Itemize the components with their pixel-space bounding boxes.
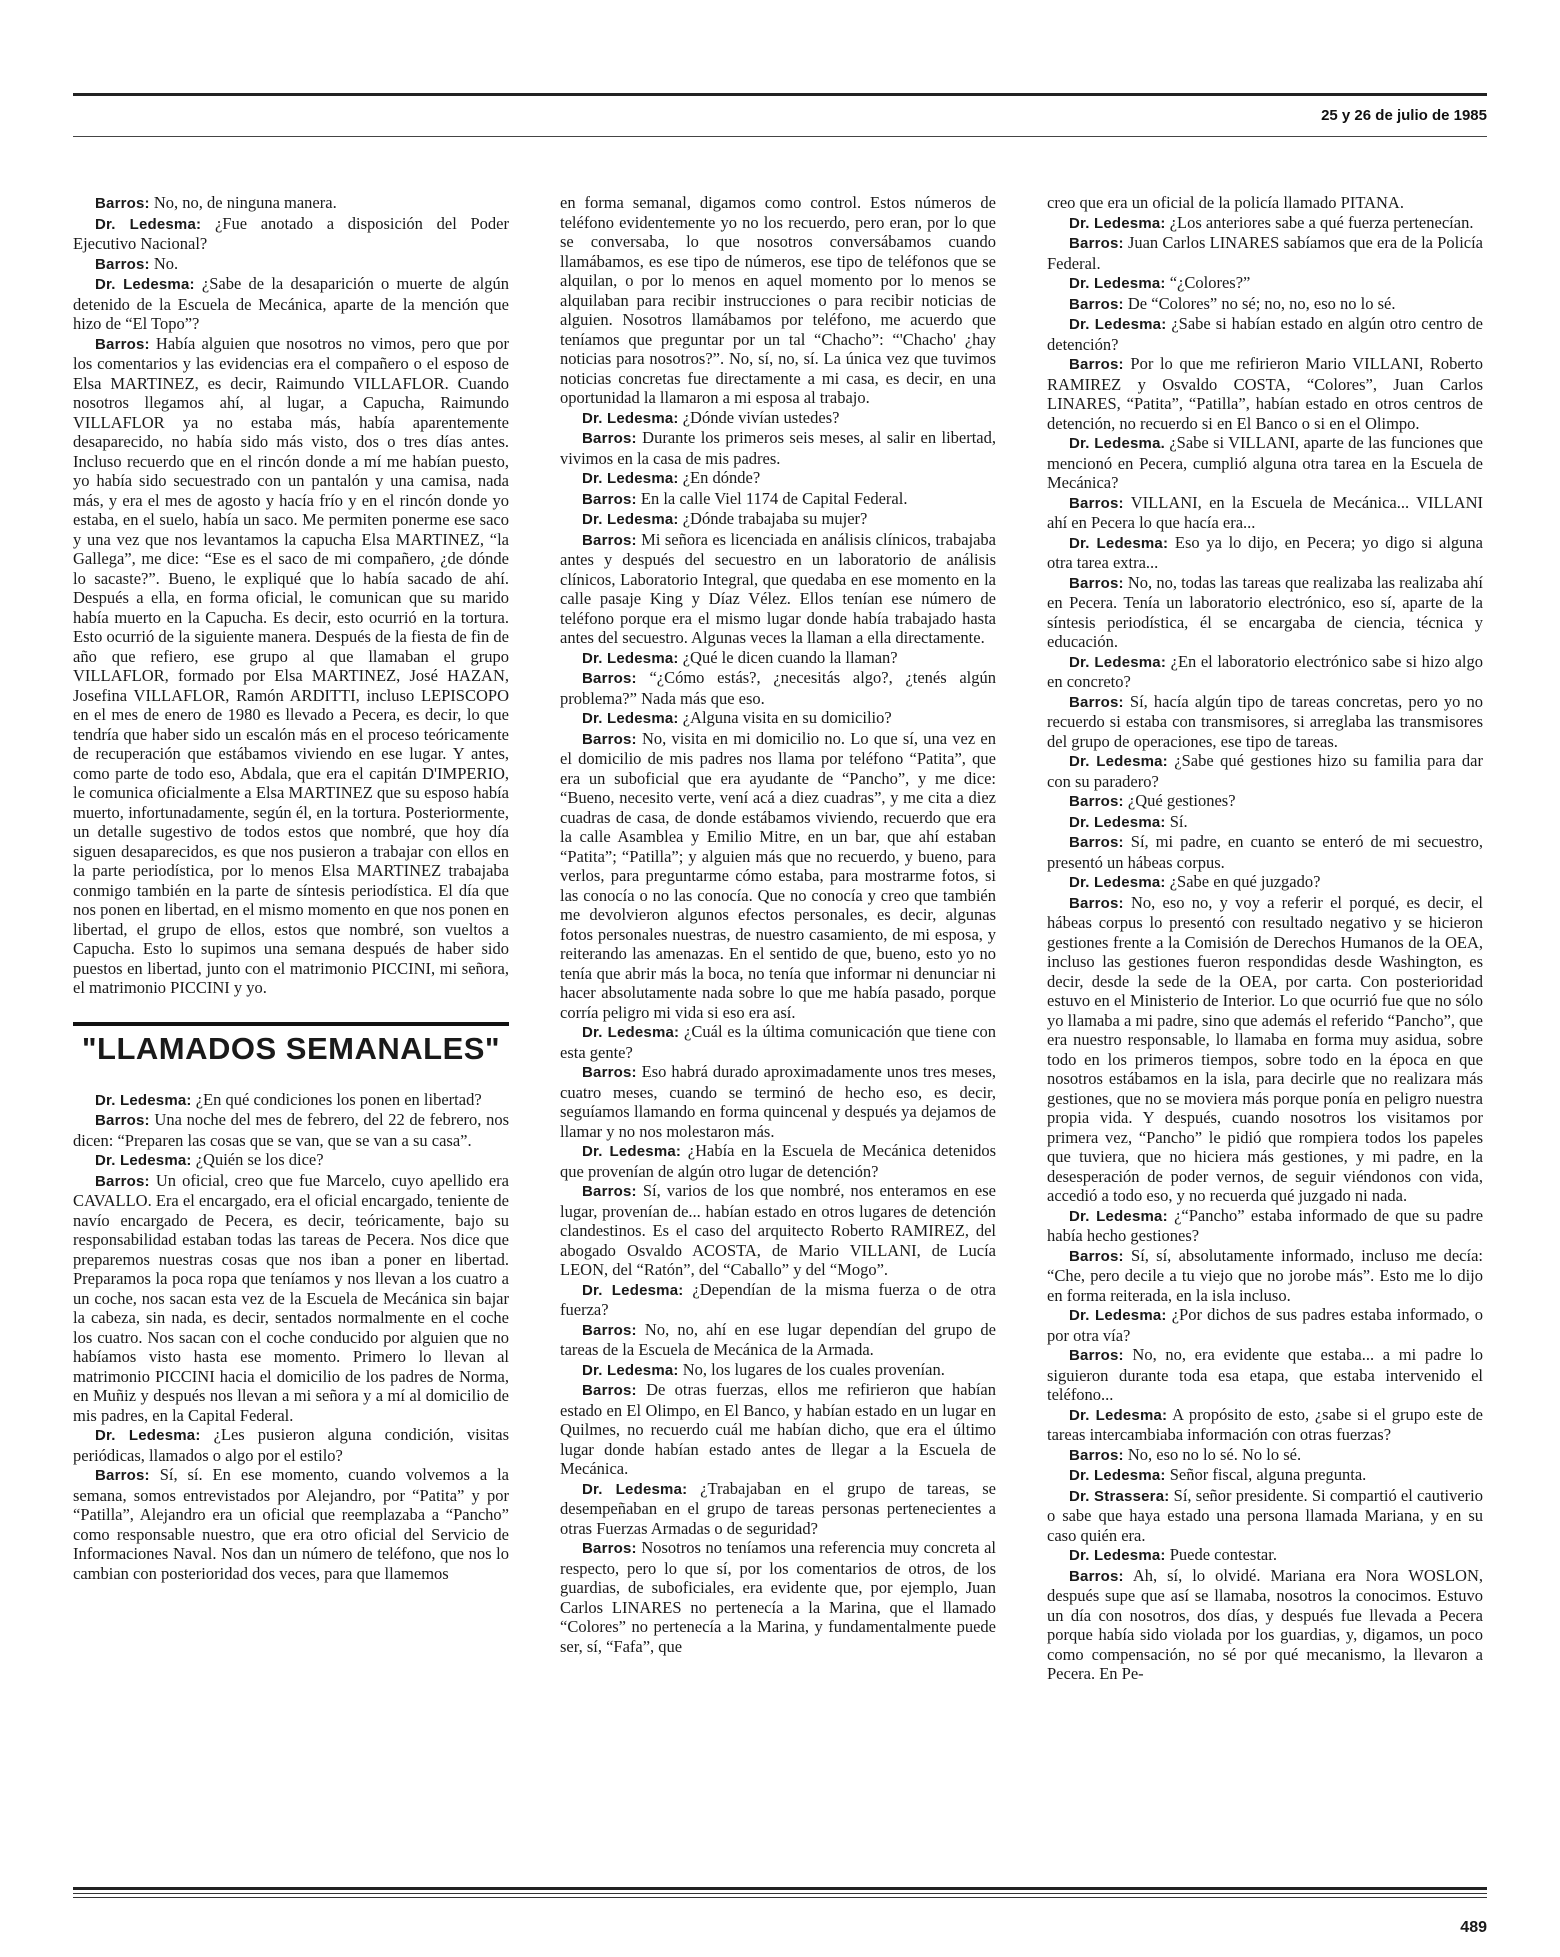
speaker-label: Dr. Ledesma: [1069,316,1167,333]
dialogue-paragraph [560,468,996,489]
paragraph-text: Una noche del mes de febrero, del 22 de febrero, nos dicen: “Preparen las cosas que se van, que se van a su casa”. [73,1110,509,1150]
paragraph-text: Juan Carlos LINARES sabíamos que era de la Policía Federal. [1047,233,1483,273]
dialogue-paragraph [1047,1246,1483,1306]
speaker-label: Barros: [1069,574,1124,592]
paragraph-text: No, visita en mi domicilio no. Lo que sí, una vez en el domicilio de mis padres nos llama por teléfono “Patita”, que era un suboficial que era ayudante de “Pancho”, y me dice: “Bueno, necesito verte, vení acá a diez cuadras”, y me cita a diez cuadras de casa, de donde estábamos viviendo, recuerdo que era la calle Asamblea y Emilio Mitre, en un bar, que ahí estaban “Patita”; “Patilla”; y alguien más que no recuerdo, y bueno, para verlos, para preguntarme cómo estaba, para mostrarme fotos, si las conocía o no las conocía. Que no conocía y creo que también me devolvieron algunos efectos personales, es decir, algunas fotos personales nuestras, de nuestro casamiento, de mi esposa, y reiterando las amenazas. En el sentido de que, bueno, esto yo no tenía que abrir más la boca, no tenía que informar ni denunciar ni hacer absolutamente nada sobre lo que me había pasado, porque corría peligro mi vida si eso era así. [560,728,996,1022]
speaker-label: Dr. Ledesma: [582,1480,688,1498]
paragraph-text: No, no, era evidente que estaba... a mi padre lo siguieron durante toda esa etapa, que estaba intervenido el teléfono... [1047,1345,1483,1404]
paragraph-text: Puede contestar. [1169,1545,1277,1564]
paragraph-text: Ah, sí, lo olvidé. Mariana era Nora WOSLON, después supe que así se llamaba, nosotros la conocimos. Estuvo un día con nosotros, dos días, y después fue llevada a Pecera porque había sido violada por los guardias, y, digamos, un poco como compensación, no sé por qué mecanismo, la llevaron a Pecera. En Pe- [1047,1565,1483,1683]
dialogue-paragraph [73,1090,509,1111]
paragraph-text: ¿Qué gestiones? [1127,791,1236,810]
dialogue-paragraph [1047,872,1483,893]
speaker-label: Barros: [1069,1247,1124,1265]
paragraph-text: ¿En dónde? [682,468,761,487]
speaker-label: Barros: [582,1382,637,1399]
speaker-label: Barros: [582,531,637,549]
header-rule-top [73,93,1487,96]
dialogue-paragraph [560,509,996,530]
paragraph-text: No, eso no lo sé. No lo sé. [1127,1444,1302,1464]
dialogue-paragraph [1047,751,1483,791]
paragraph-text: ¿En el laboratorio electrónico sabe si hizo algo en concreto? [1047,651,1483,691]
speaker-label: Barros: [95,195,150,212]
paragraph-text: No. [153,253,179,273]
dialogue-paragraph [560,530,996,648]
speaker-label: Dr. Ledesma: [95,1091,192,1109]
dialogue-paragraph [1047,294,1483,315]
paragraph-text: Por lo que me refirieron Mario VILLANI, Roberto RAMIREZ y Osvaldo COSTA, “Colores”, Juan Carlos LINARES, “Patita”, “Patilla”, habían estado en otros centros de detención, no recuerdo si en El Banco o si en el Olimpo. [1047,354,1483,433]
dialogue-paragraph [1047,1566,1483,1684]
paragraph-text: De otras fuerzas, ellos me refirieron que habían estado en El Olimpo, en El Banco, y habían estado en un lugar en Quilmes, no recuerdo cuál me habían dicho, que era el último lugar donde habían estado antes de llegar a la Escuela de Mecánica. [560,1380,996,1478]
speaker-label: Dr. Ledesma: [582,710,679,727]
dialogue-paragraph [1047,791,1483,812]
dialogue-paragraph [1047,573,1483,652]
speaker-label: Dr. Ledesma: [582,470,679,487]
dialogue-paragraph [1047,493,1483,533]
speaker-label: Barros: [1069,793,1124,810]
dialogue-paragraph [560,708,996,729]
dialogue-paragraph [1047,692,1483,752]
paragraph-text: Sí, varios de los que nombré, nos enteramos en ese lugar, provenían de... habían estado en otros lugares de detención clandestinos. Es el caso del arquitecto Roberto RAMIREZ, del abogado Osvaldo ACOSTA, de Mario VILLANI, de Lucía LEON, del “Ratón”, del “Caballo” y del “Mogo”. [560,1181,996,1279]
speaker-label: Barros: [1069,834,1124,851]
speaker-label: Barros: [1069,693,1124,711]
speaker-label: Dr. Ledesma: [1069,275,1166,292]
paragraph-text: A propósito de esto, ¿sabe si el grupo este de tareas intercambiaba información con otras fuerzas? [1047,1404,1483,1444]
dialogue-paragraph [1047,1545,1483,1566]
dialogue-paragraph [1047,354,1483,433]
speaker-label: Dr. Ledesma: [1069,1467,1166,1484]
dialogue-paragraph [1047,1305,1483,1345]
speaker-label: Dr. Ledesma: [1069,214,1166,232]
speaker-label: Dr. Ledesma: [582,1361,679,1379]
text-column-1 [73,193,509,1873]
paragraph-text: ¿Los anteriores sabe a qué fuerza pertenecían. [1169,212,1474,232]
dialogue-paragraph [1047,1405,1483,1445]
speaker-label: Barros: [582,1064,637,1081]
dialogue-paragraph [1047,1345,1483,1405]
dialogue-paragraph [1047,233,1483,273]
speaker-label: Barros: [1069,1347,1124,1364]
dialogue-paragraph [560,1479,996,1539]
speaker-label: Barros: [582,1183,637,1200]
dialogue-paragraph [560,1181,996,1280]
paragraph-text: En la calle Viel 1174 de Capital Federal. [640,488,908,508]
speaker-label: Dr. Strassera: [1069,1487,1170,1505]
paragraph-text: ¿Sabe de la desaparición o muerte de algún detenido de la Escuela de Mecánica, aparte de la mención que hizo de “El Topo”? [73,274,509,333]
speaker-label: Dr. Ledesma: [1069,1547,1166,1564]
paragraph-text: ¿Trabajaban en el grupo de tareas, se desempeñaban en el grupo de tareas personas pertenecientes a otras Fuerzas Armadas o de seguridad? [560,1478,996,1538]
paragraph-text: ¿Sabe en qué juzgado? [1169,872,1321,891]
speaker-label: Barros: [95,1112,150,1129]
dialogue-paragraph [1047,1206,1483,1246]
speaker-label: Dr. Ledesma. [1069,435,1165,452]
paragraph-text: ¿Sabe si VILLANI, aparte de las funciones que mencionó en Pecera, cumplió alguna otra tarea en la Escuela de Mecánica? [1047,433,1483,492]
dialogue-paragraph [1047,273,1483,294]
speaker-label: Dr. Ledesma: [1069,1406,1168,1424]
speaker-label: Dr. Ledesma: [582,511,679,528]
paragraph-text: ¿Les pusieron alguna condición, visitas periódicas, llamados o algo por el estilo? [73,1425,509,1465]
paragraph-text: ¿Quién se los dice? [195,1150,324,1169]
paragraph-text: ¿En qué condiciones los ponen en libertad? [195,1089,482,1109]
dialogue-paragraph [560,729,996,1023]
paragraph-text: Durante los primeros seis meses, al salir en libertad, vivimos en la casa de mis padres. [560,428,996,468]
dialogue-paragraph [560,489,996,510]
paragraph-text: Mi señora es licenciada en análisis clínicos, trabajaba antes y después del secuestro en un laboratorio de análisis clínicos, Laboratorio Integral, que quedaba en ese momento en la calle pasaje King y Díaz Vélez. Ellos tenían ese número de teléfono porque era el mismo lugar donde había trabajado hasta antes del secuestro. Algunas veces la llaman a ella directamente. [560,529,996,647]
dialogue-paragraph [73,214,509,254]
dialogue-paragraph [1047,1486,1483,1546]
paragraph-text: ¿Cuál es la última comunicación que tiene con esta gente? [560,1022,996,1062]
dialogue-paragraph [560,428,996,468]
paragraph-text: creo que era un oficial de la policía llamado PITANA. [1047,193,1404,212]
paragraph-text: Eso ya lo dijo, en Pecera; yo digo si alguna otra tarea extra... [1047,532,1483,572]
dialogue-paragraph [73,1150,509,1171]
dialogue-paragraph [1047,1465,1483,1486]
speaker-label: Dr. Ledesma: [582,409,679,427]
header-rule-bottom [73,136,1487,137]
dialogue-paragraph [1047,193,1483,213]
dialogue-paragraph [1047,314,1483,354]
paragraph-text: ¿Dependían de la misma fuerza o de otra fuerza? [560,1279,996,1319]
speaker-label: Dr. Ledesma: [1069,534,1169,552]
speaker-label: Dr. Ledesma: [582,1143,682,1160]
paragraph-text: No, eso no, y voy a referir el porqué, es decir, el hábeas corpus lo presentó con resultado negativo y se hicieron gestiones frente a la Comisión de Derechos Humanos de la OEA, incluso las gestiones fueron respondidas desde Washington, es decir, desde la sede de la OEA, por carta. Con posterioridad estuvo en el Ministerio de Interior. Lo que ocurrió fue que no sólo yo llamaba a mi padre, sino que además el referido “Pancho”, que era nuestro responsable, lo llamaba en forma muy asidua, sobre todo en los primeros tiempos, sobre todo en la época en que nosotros estábamos en la isla, para decirle que no realizara más gestiones, que no se moviera más porque ponía en peligro nuestra propia vida. Y después, cuando nosotros los visitamos por primera vez, “Pancho” le pidió que rompiera todos los papeles que tuviera, que no hiciera más gestiones, y mi padre, en la desesperación de poder vernos, de seguir viéndonos con vida, accedió a todo eso, y no recuerda qué juzgado ni nada. [1047,892,1483,1205]
dialogue-paragraph [560,1062,996,1141]
dialogue-paragraph [560,668,996,708]
dialogue-paragraph [560,1538,996,1656]
dialogue-paragraph [1047,533,1483,573]
speaker-label: Dr. Ledesma: [582,1024,680,1041]
speaker-label: Dr. Ledesma: [1069,1207,1168,1225]
dialogue-paragraph [1047,832,1483,872]
text-column-3 [1047,193,1483,1873]
dialogue-paragraph [73,193,509,214]
dialogue-paragraph [1047,893,1483,1206]
paragraph-text: ¿Por dichos de sus padres estaba informado, o por otra vía? [1047,1305,1483,1345]
paragraph-text: Sí, mi padre, en cuanto se enteró de mi secuestro, presentó un hábeas corpus. [1047,832,1483,872]
speaker-label: Barros: [95,255,150,273]
paragraph-text: ¿Alguna visita en su domicilio? [682,708,892,727]
speaker-label: Dr. Ledesma: [95,1152,192,1169]
paragraph-text: “¿Colores?” [1169,273,1251,292]
paragraph-text: ¿Dónde trabajaba su mujer? [682,509,868,528]
speaker-label: Barros: [582,670,637,687]
speaker-label: Dr. Ledesma: [1069,653,1167,671]
speaker-label: Dr. Ledesma: [582,1281,684,1299]
speaker-label: Dr. Ledesma: [95,215,202,233]
paragraph-text: Sí, sí, absolutamente informado, incluso me decía: “Che, pero decile a tu viejo que no jorobe más”. Esto me lo dijo en forma reiterada, en la isla incluso. [1047,1245,1483,1305]
speaker-label: Barros: [95,1467,150,1484]
paragraph-text: Sí, hacía algún tipo de tareas concretas, pero yo no recuerdo si estaba con transmisores, si arreglaba las transmisores del grupo de operaciones, ese tipo de tareas. [1047,691,1483,751]
speaker-label: Barros: [582,1540,637,1557]
dialogue-paragraph [73,1110,509,1150]
paragraph-text: Señor fiscal, alguna pregunta. [1169,1465,1367,1484]
paragraph-text: No, no, ahí en ese lugar dependían del grupo de tareas de la Escuela de Mecánica de la Armada. [560,1319,996,1359]
dialogue-paragraph [73,1171,509,1426]
paragraph-text: Eso habrá durado aproximadamente unos tres meses, cuatro meses, cuando se terminó de hecho eso, es decir, seguíamos llamando en forma quincenal y después ya dejamos de llamar y no nos molestaron más. [560,1062,996,1141]
paragraph-text: Nosotros no teníamos una referencia muy concreta al respecto, pero lo que sí, por los comentarios de otros, de los guardias, de suboficiales, era evidente que, por ejemplo, Juan Carlos LINARES no pertenecía a la Marina, que el llamado “Colores” no pertenecía a la Marina, y fundamentalmente puede ser, sí, “Fafa”, que [560,1538,996,1656]
speaker-label: Barros: [1069,235,1124,252]
speaker-label: Dr. Ledesma: [95,1427,201,1444]
speaker-label: Dr. Ledesma: [1069,874,1166,891]
dialogue-paragraph [73,274,509,334]
dialogue-paragraph [1047,213,1483,234]
speaker-label: Barros: [582,1321,637,1339]
dialogue-paragraph [73,1465,509,1583]
dialogue-paragraph [560,1320,996,1360]
footer-rules [73,1887,1487,1901]
paragraph-text: VILLANI, en la Escuela de Mecánica... VILLANI ahí en Pecera lo que hacía era... [1047,492,1483,532]
speaker-label: Dr. Ledesma: [1069,813,1166,831]
speaker-label: Barros: [582,730,637,748]
paragraph-text: ¿“Pancho” estaba informado de que su padre había hecho gestiones? [1047,1205,1483,1245]
text-column-2 [560,193,996,1873]
dialogue-paragraph [73,334,509,998]
paragraph-text: ¿Dónde vivían ustedes? [682,407,840,427]
issue-date: 25 y 26 de julio de 1985 [1321,107,1487,124]
dialogue-paragraph [560,648,996,669]
paragraph-text: ¿Fue anotado a disposición del Poder Ejecutivo Nacional? [73,213,509,253]
dialogue-paragraph [1047,433,1483,493]
dialogue-paragraph [560,1280,996,1320]
paragraph-text: ¿Qué le dicen cuando la llaman? [682,647,898,667]
dialogue-paragraph [560,1022,996,1062]
dialogue-paragraph [1047,652,1483,692]
speaker-label: Barros: [1069,1567,1124,1585]
paragraph-text: No, no, de ninguna manera. [153,193,337,212]
dialogue-paragraph [1047,812,1483,833]
paragraph-text: Un oficial, creo que fue Marcelo, cuyo apellido era CAVALLO. Era el encargado, era el oficial encargado, teniente de navío encargado de Pecera, es decir, teóricamente, bajo su responsabilidad estaban todas las tareas de Pecera. Nos dice que preparemos nuestras cosas que nos iban a poner en libertad. Preparamos la poca ropa que teníamos y nos llevan a los cuatro a un coche, nos sacan esta vez de la Escuela de Mecánica sin bajar la cabeza, sin nada, es decir, sentados normalmente en el coche los cuatro. Nos sacan con el coche conducido por alguien que no habíamos visto hasta ese momento. Primero lo llevan al matrimonio PICCINI hacia el domicilio de los padres de Norma, en Muñiz y después nos llevan a mi señora y a mí al domicilio de mis padres, en la Capital Federal. [73,1170,509,1425]
speaker-label: Barros: [1069,494,1124,512]
paragraph-text: No, los lugares de los cuales provenían. [682,1359,945,1379]
speaker-label: Barros: [95,335,150,353]
dialogue-paragraph [73,254,509,275]
section-title: "LLAMADOS SEMANALES" [73,1022,509,1066]
paragraph-text: Sí, señor presidente. Si compartió el cautiverio o sabe que haya estado una persona llamada Mariana, y en su caso quién era. [1047,1485,1483,1545]
dialogue-paragraph [560,1360,996,1381]
paragraph-text: No, no, todas las tareas que realizaba las realizaba ahí en Pecera. Tenía un laboratorio electrónico, eso sí, aparte de la síntesis periodística, él se encargaba de ciencia, técnica y educación. [1047,572,1483,651]
dialogue-paragraph [560,1141,996,1181]
paragraph-text: ¿Sabe si habían estado en algún otro centro de detención? [1047,314,1483,354]
speaker-label: Barros: [1069,295,1124,313]
paragraph-text: en forma semanal, digamos como control. Estos números de teléfono evidentemente yo no los recuerdo, pero eran, por lo que se conversaba, lo que nosotros conversábamos cuando llamábamos, es ese tipo de números, ese tipo de teléfonos que se alquilan, o por lo menos en aquel momento por lo menos se alquilaban para recibir instrucciones o para recibir noticias de alguien. Nosotros llamábamos por teléfono, me acuerdo que teníamos que preguntar por un tal “Chacho”: “'Chacho' ¿hay noticias para nosotros?”. No, sí, no, sí. La única vez que tuvimos noticias concretas fue directamente a mi casa, es decir, en una oportunidad la llamaron a mi esposa al trabajo. [560,193,996,407]
dialogue-paragraph [560,408,996,429]
speaker-label: Barros: [582,430,637,447]
speaker-label: Dr. Ledesma: [95,276,195,293]
paragraph-text: De “Colores” no sé; no, no, eso no lo sé. [1127,293,1396,313]
speaker-label: Barros: [1069,894,1124,912]
speaker-label: Dr. Ledesma: [582,649,679,667]
paragraph-text: Sí, sí. En ese momento, cuando volvemos a la semana, somos entrevistados por Alejandro, por “Patita” y por “Patilla”, Alejandro era un oficial que reemplazaba a “Pancho” como responsable nuestro, que era otro oficial del Servicio de Informaciones Naval. Nos dan un número de teléfono, que nos lo cambian con posterioridad dos veces, para que llamemos [73,1465,509,1583]
speaker-label: Barros: [95,1172,150,1190]
speaker-label: Barros: [1069,1446,1124,1464]
paragraph-text: Sí. [1169,811,1188,831]
speaker-label: Dr. Ledesma: [1069,1307,1167,1324]
dialogue-paragraph [1047,1445,1483,1466]
dialogue-paragraph [73,1425,509,1465]
paragraph-text: ¿Sabe qué gestiones hizo su familia para dar con su paradero? [1047,751,1483,791]
speaker-label: Dr. Ledesma: [1069,753,1168,770]
page-number: 489 [1460,1919,1487,1936]
speaker-label: Barros: [582,490,637,508]
paragraph-text: ¿Había en la Escuela de Mecánica detenidos que provenían de algún otro lugar de detención? [560,1141,996,1181]
dialogue-paragraph [560,193,996,408]
paragraph-text: “¿Cómo estás?, ¿necesitás algo?, ¿tenés algún problema?” Nada más que eso. [560,668,996,708]
paragraph-text: Había alguien que nosotros no vimos, pero que por los comentarios y las evidencias era el compañero o el esposo de Elsa MARTINEZ, es decir, Raimundo VILLAFLOR. Cuando nosotros llegamos ahí, al lugar, a Capucha, Raimundo VILLAFLOR ya no estaba más, había aparentemente desaparecido, no había sido más visto, dos o tres días antes. Incluso recuerdo que en el rincón donde a mí me habían puesto, yo había sido secuestrado con un pantalón y una camisa, nada más, y era el mes de agosto y hacía frío y en el rincón donde yo estaba, en el suelo, había un saco. Me permiten ponerme ese saco y una vez que nos levantamos la capucha Elsa MARTINEZ, “la Gallega”, me dice: “Ese es el saco de mi compañero, ¿de dónde lo sacaste?”. Bueno, le expliqué que lo había sacado de ahí. Después a ella, en forma oficial, le comunican que su marido había muerto en la Capucha. Es decir, esto ocurrió en la tortura. Esto ocurrió de la siguiente manera. Después de la fiesta de fin de año que refiero, ese grupo al que llamaban el grupo VILLAFLOR, formado por Elsa MARTINEZ, José HAZAN, Josefina VILLAFLOR, Ramón ARDITTI, incluso LEPISCOPO en el mes de enero de 1980 es llevado a Pecera, es decir, lo que tendría que haber sido un escalón más en el proceso teóricamente de recuperación que estábamos viviendo en ese lugar. Y antes, como parte de todo eso, Abdala, que era el capitán D'IMPERIO, le comunica oficialmente a Elsa MARTINEZ que su esposo había muerto, infortunadamente, según él, en la tortura. Posteriormente, un detalle sugestivo de todos estos que nombré, que hoy día siguen desaparecidos, es que nos pusieron a trabajar con ellos en la parte periodística, por lo menos Elsa MARTINEZ trabajaba conmigo también en la parte de síntesis periodística. El día que nos ponen en libertad, en el mismo momento en que nos ponen en libertad, el grupo de ellos, estos que nombré, son vueltos a Capucha. Esto lo supimos una semana después de haber sido puestos en libertad, junto con el matrimonio PICCINI, mi señora, el matrimonio PICCINI y yo. [73,333,509,997]
dialogue-paragraph [560,1380,996,1479]
speaker-label: Barros: [1069,356,1124,373]
